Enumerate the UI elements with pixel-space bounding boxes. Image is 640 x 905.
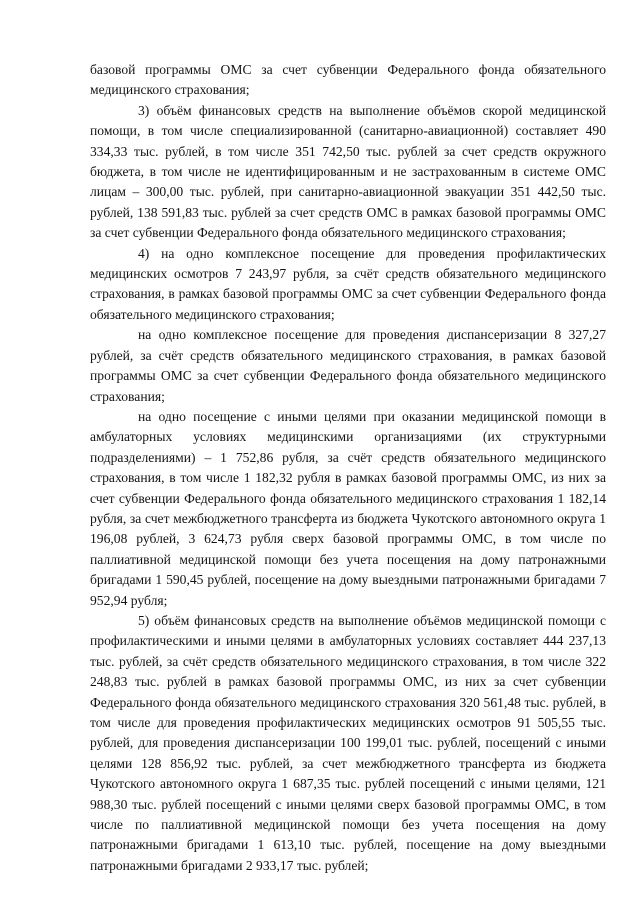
paragraph-item-3-ambulance-funding: 3) объём финансовых средств на выполнение объёмов скорой медицинской помощи, в том числе специализированной (санитарно-авиационной) составляет 490 334,33 тыс. рублей, в том числе 351 742,50 тыс. рублей за счет средств окружного бюджета, в том числе не идентифицированным и не застрахованным в системе ОМС лицам – 300,00 тыс. рублей, при санитарно-авиационной эвакуации 351 442,50 тыс. рублей, 138 591,83 тыс. рублей за счет средств ОМС в рамках базовой программы ОМС за счет субвенции Федерального фонда обязательного медицинского страхования; [90,102,606,241]
document-page [90,60,606,876]
paragraph-continuation: базовой программы ОМС за счет субвенции Федерального фонда обязательного медицинского страхования; [90,62,606,98]
paragraph-dispensary-visit-cost: на одно комплексное посещение для проведения диспансеризации 8 327,27 рублей, за счёт средств обязательного медицинского страхования, в рамках базовой программы ОМС за счет субвенции Федерального фонда обязательного медицинского страхования; [90,327,606,404]
paragraph-item-5-outpatient-funding: 5) объём финансовых средств на выполнение объёмов медицинской помощи с профилактическими и иными целями в амбулаторных условиях составляет 444 237,13 тыс. рублей, за счёт средств обязательного медицинского страхования, в том числе 322 248,83 тыс. рублей в рамках базовой программы ОМС, из них за счет субвенции Федерального фонда обязательного медицинского страхования 320 561,48 тыс. рублей, в том числе для проведения профилактических медицинских осмотров 91 505,55 тыс. рублей, для проведения диспансеризации 100 199,01 тыс. рублей, посещений с иными целями 128 856,92 тыс. рублей, за счет межбюджетного трансферта из бюджета Чукотского автономного округа 1 687,35 тыс. рублей посещений с иными целями, 121 988,30 тыс. рублей посещений с иными целями сверх базовой программы ОМС, в том числе по паллиативной медицинской помощи без учета посещения на дому патронажными бригадами 1 613,10 тыс. рублей, посещение на дому выездными патронажными бригадами 2 933,17 тыс. рублей; [90,612,606,873]
paragraph-item-4-preventive-visit-cost: 4) на одно комплексное посещение для проведения профилактических медицинских осмотров 7 243,97 рубля, за счёт средств обязательного медицинского страхования, в рамках базовой программы ОМС за счет субвенции Федерального фонда обязательного медицинского страхования; [90,245,606,322]
paragraph-other-purpose-visit-cost: на одно посещение с иными целями при оказании медицинской помощи в амбулаторных условиях медицинскими организациями (их структурными подразделениями) – 1 752,86 рубля, за счёт средств обязательного медицинского страхования, в том числе 1 182,32 рубля в рамках базовой программы ОМС, из них за счет субвенции Федерального фонда обязательного медицинского страхования 1 182,14 рубля, за счет межбюджетного трансферта из бюджета Чукотского автономного округа 1 196,08 рублей, 3 624,73 рубля сверх базовой программы ОМС, в том числе по паллиативной медицинской помощи без учета посещения на дому патронажными бригадами 1 590,45 рублей, посещение на дому выездными патронажными бригадами 7 952,94 рубля; [90,408,606,608]
